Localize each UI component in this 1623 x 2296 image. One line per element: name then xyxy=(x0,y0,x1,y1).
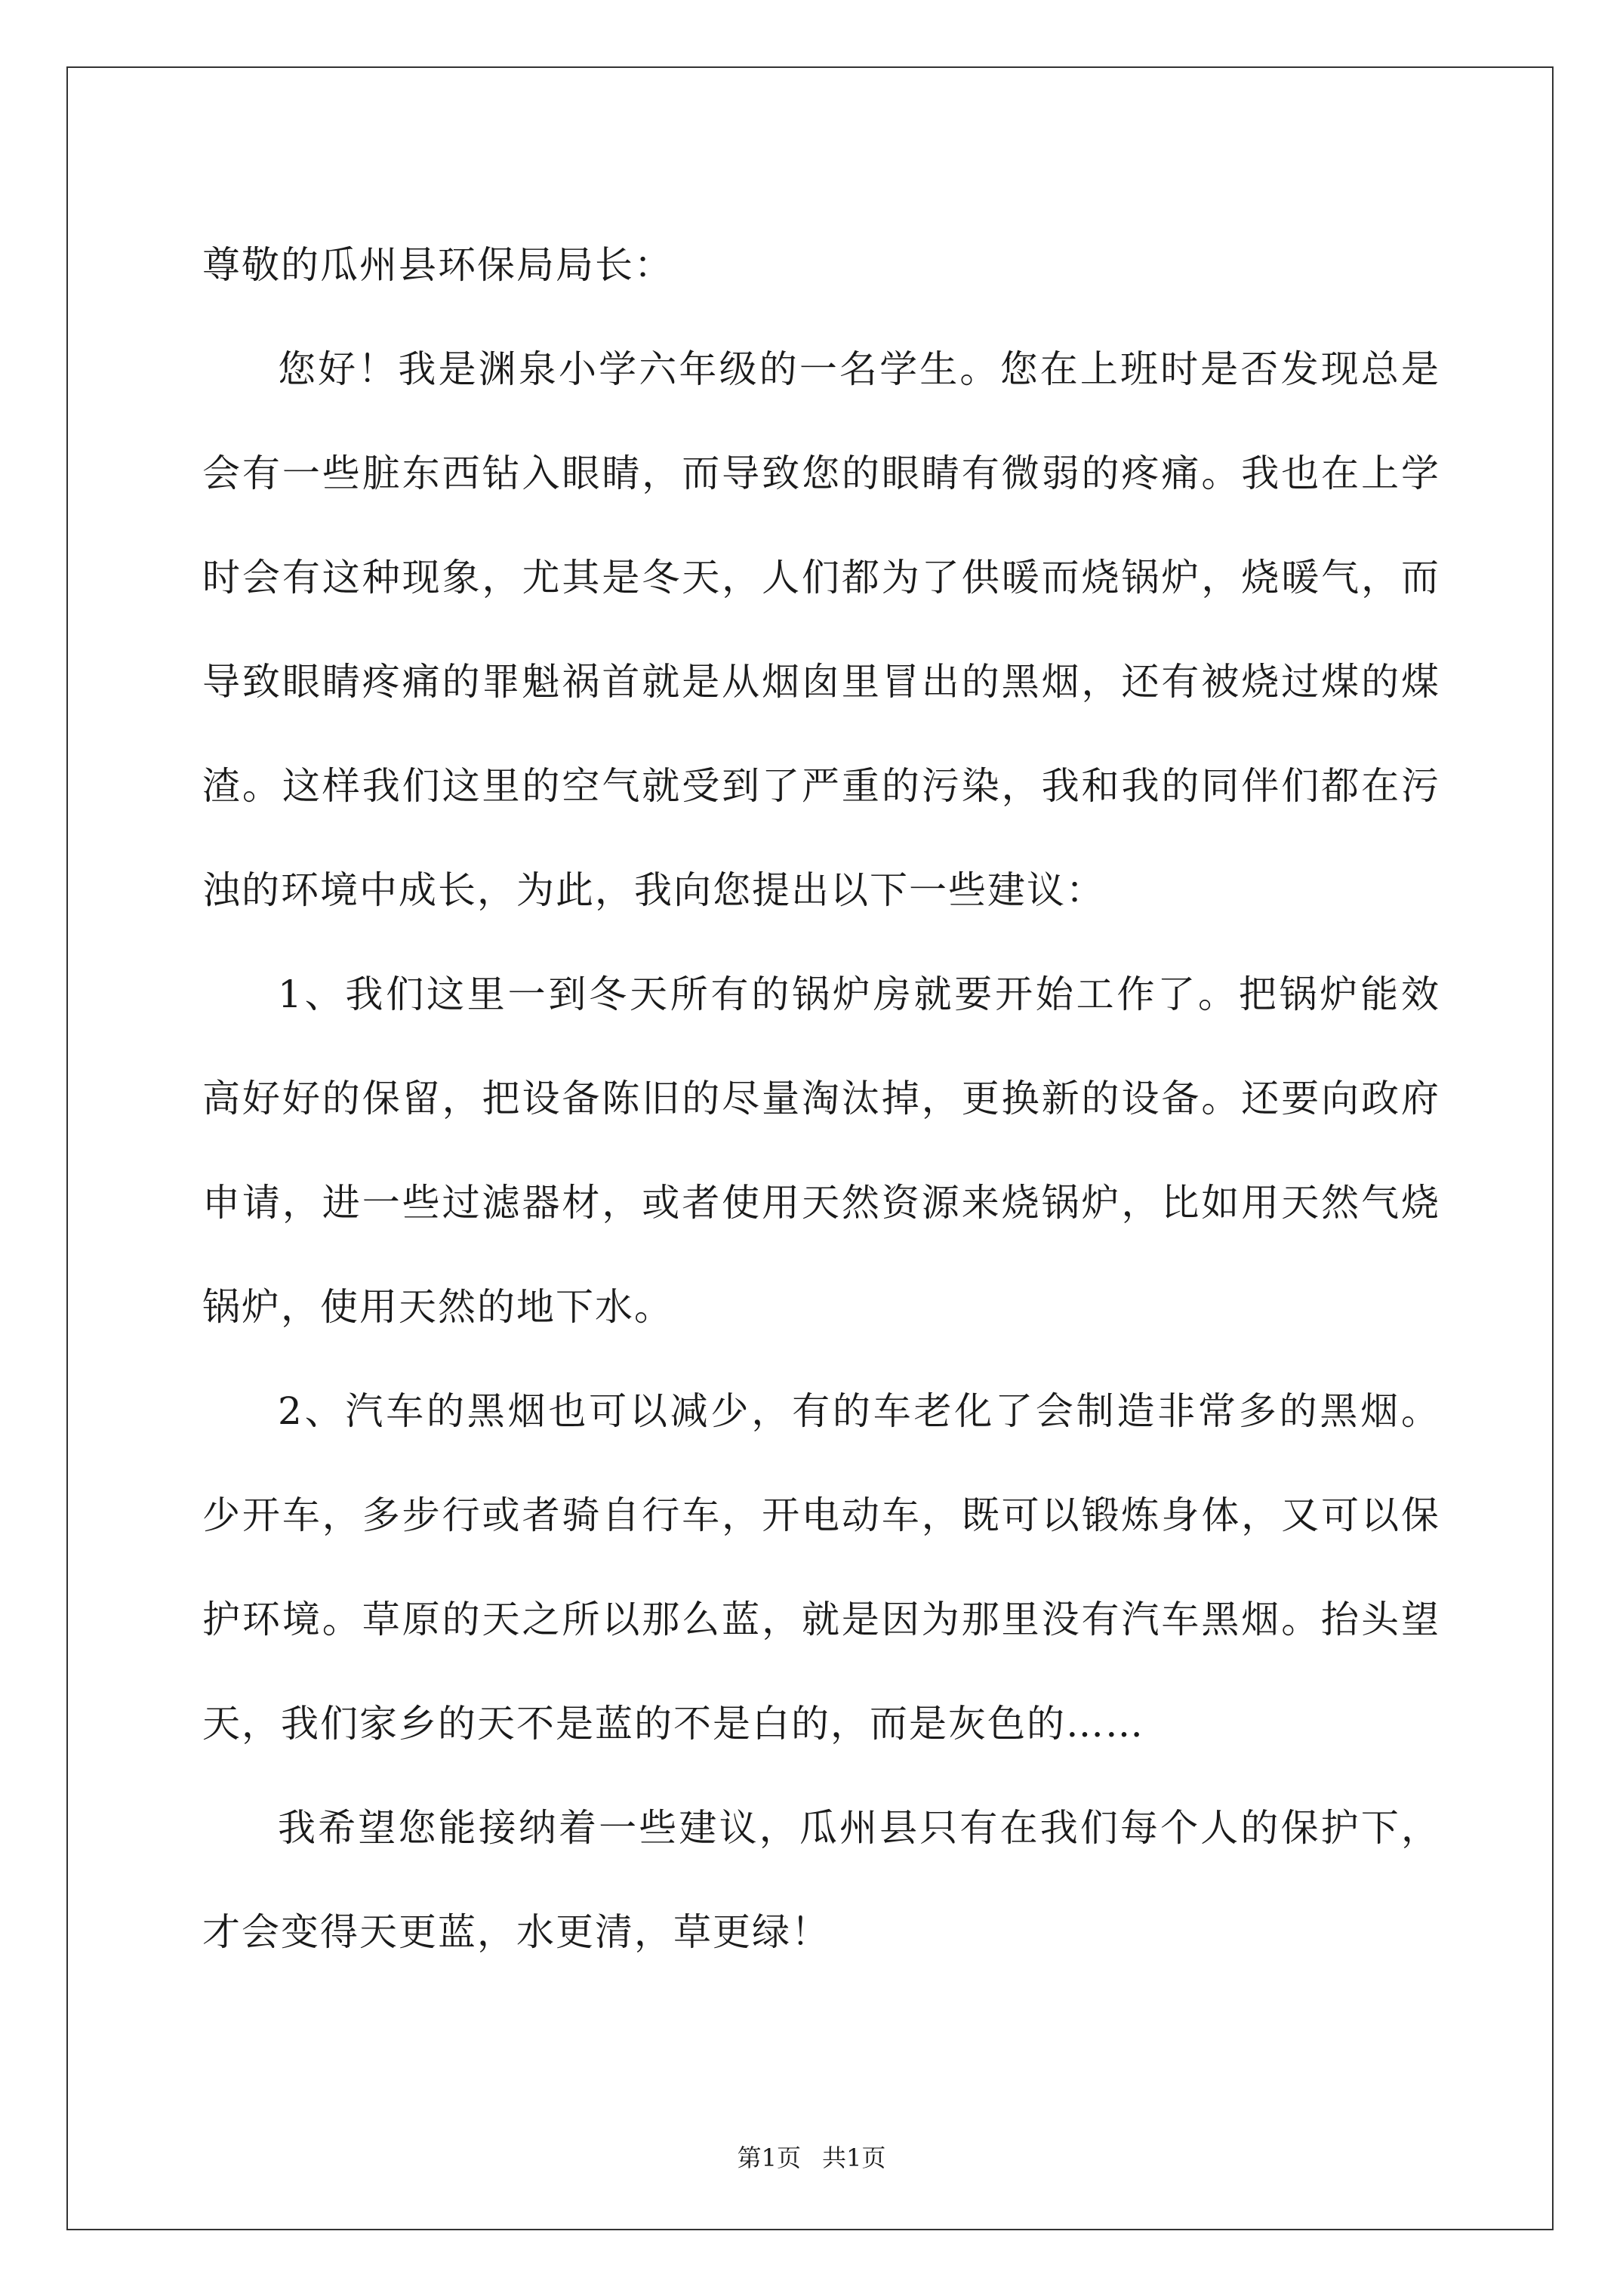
letter-body xyxy=(202,213,1440,1984)
paragraph-suggestion-2: 2、汽车的黑烟也可以减少，有的车老化了会制造非常多的黑烟。少开车，多步行或者骑自行车，开电动车，既可以锻炼身体，又可以保护环境。草原的天之所以那么蓝，就是因为那里没有汽车黑烟。抬头望天，我们家乡的天不是蓝的不是白的，而是灰色的…… xyxy=(202,1389,1440,1746)
paragraph-greeting: 您好！我是渊泉小学六年级的一名学生。您在上班时是否发现总是会有一些脏东西钻入眼睛，而导致您的眼睛有微弱的疼痛。我也在上学时会有这种现象，尤其是冬天，人们都为了供暖而烧锅炉，烧暖气，而导致眼睛疼痛的罪魁祸首就是从烟囱里冒出的黑烟，还有被烧过煤的煤渣。这样我们这里的空气就受到了严重的污染，我和我的同伴们都在污浊的环境中成长，为此，我向您提出以下一些建议： xyxy=(202,347,1440,912)
salutation: 尊敬的瓜州县环保局局长： xyxy=(202,243,673,287)
paragraph-closing: 我希望您能接纳着一些建议，瓜州县只有在我们每个人的保护下，才会变得天更蓝，水更清，草更绿！ xyxy=(202,1806,1440,1954)
page-footer xyxy=(0,2143,1623,2173)
page-number: 第1页 xyxy=(737,2143,801,2172)
paragraph-suggestion-1: 1、我们这里一到冬天所有的锅炉房就要开始工作了。把锅炉能效高好好的保留，把设备陈旧的尽量淘汰掉，更换新的设备。还要向政府申请，进一些过滤器材，或者使用天然资源来烧锅炉，比如用天然气烧锅炉，使用天然的地下水。 xyxy=(202,972,1440,1329)
page-total: 共1页 xyxy=(822,2143,886,2172)
